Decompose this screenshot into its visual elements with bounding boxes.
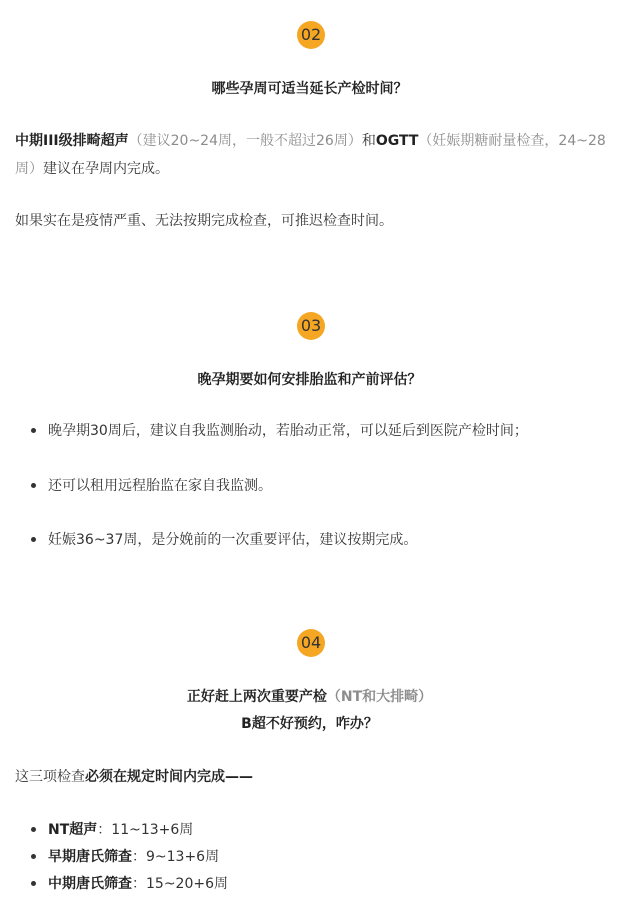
- list-item: 妊娠36~37周，是分娩前的一次重要评估，建议按期完成。: [48, 532, 418, 548]
- section-number-badge: 04: [297, 629, 325, 657]
- bullet-dot: [31, 881, 36, 886]
- list-item: 晚孕期30周后，建议自我监测胎动，若胎动正常，可以延后到医院产检时间；: [48, 423, 528, 439]
- item-sep: ：: [132, 876, 146, 892]
- section-subheading: B超不好预约，咋办？: [241, 716, 378, 732]
- section-number-badge: 03: [297, 312, 325, 340]
- section-number-badge: 02: [297, 21, 325, 49]
- bold-term: 中期III级排畸超声: [15, 133, 129, 149]
- section-heading: [0, 686, 619, 706]
- bullet-dot: [31, 854, 36, 859]
- paragraph: 如果实在是疫情严重、无法按期完成检查，可推迟检查时间。: [15, 213, 393, 229]
- heading-text: 正好赶上两次重要产检: [186, 689, 327, 705]
- bullet-dot: [31, 537, 36, 542]
- bullet-dot: [31, 483, 36, 488]
- note-text: （建议20~24周，一般不超过26周）: [128, 133, 362, 149]
- list-item: 还可以租用远程胎监在家自我监测。: [48, 478, 272, 494]
- item-label: 早期唐氏筛查: [48, 849, 132, 865]
- text: 和: [361, 133, 376, 149]
- heading-note: （NT和大排畸）: [326, 689, 433, 705]
- bullet-dot: [31, 827, 36, 832]
- list-item: [48, 820, 608, 840]
- list-item: [48, 874, 608, 894]
- item-label: 中期唐氏筛查: [48, 876, 132, 892]
- bullet-dot: [31, 428, 36, 433]
- item-value: 15~20+6周: [146, 876, 228, 892]
- bold-text: 必须在规定时间内完成——: [85, 769, 253, 785]
- bold-term: OGTT: [375, 133, 419, 149]
- text: 这三项检查: [15, 769, 85, 785]
- section-heading: 晚孕期要如何安排胎监和产前评估？: [197, 372, 422, 388]
- note-text: （妊娠期糖耐量检查，24~28周）: [15, 133, 606, 177]
- item-sep: ：: [132, 849, 146, 865]
- section-heading: 哪些孕周可适当延长产检时间？: [211, 81, 408, 97]
- text: 建议在孕周内完成。: [43, 161, 169, 177]
- paragraph: [15, 127, 610, 183]
- item-value: 9~13+6周: [146, 849, 220, 865]
- item-label: NT超声: [48, 822, 98, 838]
- item-value: 11~13+6周: [111, 822, 194, 838]
- paragraph: [15, 763, 610, 791]
- list-item: [48, 847, 608, 867]
- item-sep: ：: [97, 822, 112, 838]
